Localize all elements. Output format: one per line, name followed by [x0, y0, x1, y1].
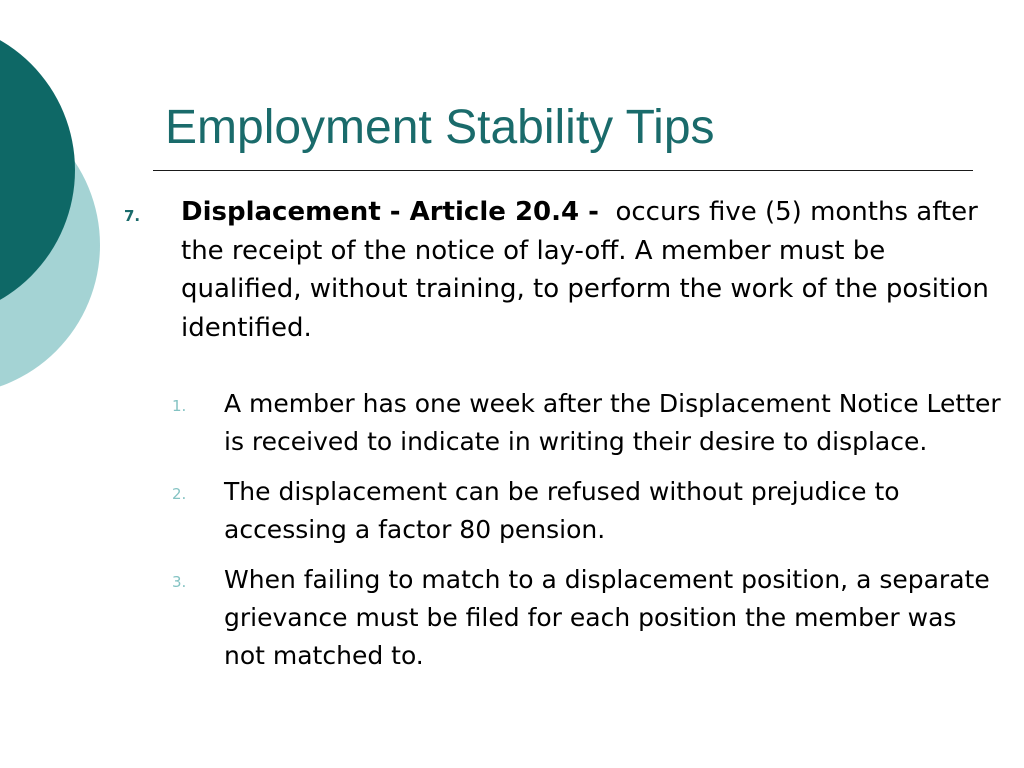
sub-item-text: When failing to match to a displacement position, a separate grievance must be filed for each position the member was not matched to. [224, 565, 990, 670]
decorative-circles [0, 0, 120, 420]
sub-item-number: 3. [172, 573, 187, 591]
sub-list-item [172, 561, 1002, 675]
sub-item-text: The displacement can be refused without prejudice to accessing a factor 80 pension. [224, 477, 900, 544]
slide-title: Employment Stability Tips [165, 101, 715, 154]
main-item-lead: Displacement - Article 20.4 - [181, 197, 599, 227]
sub-list-item [172, 473, 1002, 549]
title-divider [153, 170, 973, 171]
sub-list-item [172, 385, 1002, 461]
sub-item-number: 1. [172, 397, 187, 415]
sub-item-number: 2. [172, 485, 187, 503]
main-item-text [181, 193, 1001, 347]
sub-item-text: A member has one week after the Displacement Notice Letter is received to indicate in writing their desire to displace. [224, 389, 1001, 456]
main-item-number: 7. [124, 207, 141, 225]
main-item-body: occurs five (5) months after the receipt of the notice of lay-off. A member must be qualified, without training, to perform the work of the position identified. [181, 197, 989, 343]
sub-list [172, 385, 1002, 687]
